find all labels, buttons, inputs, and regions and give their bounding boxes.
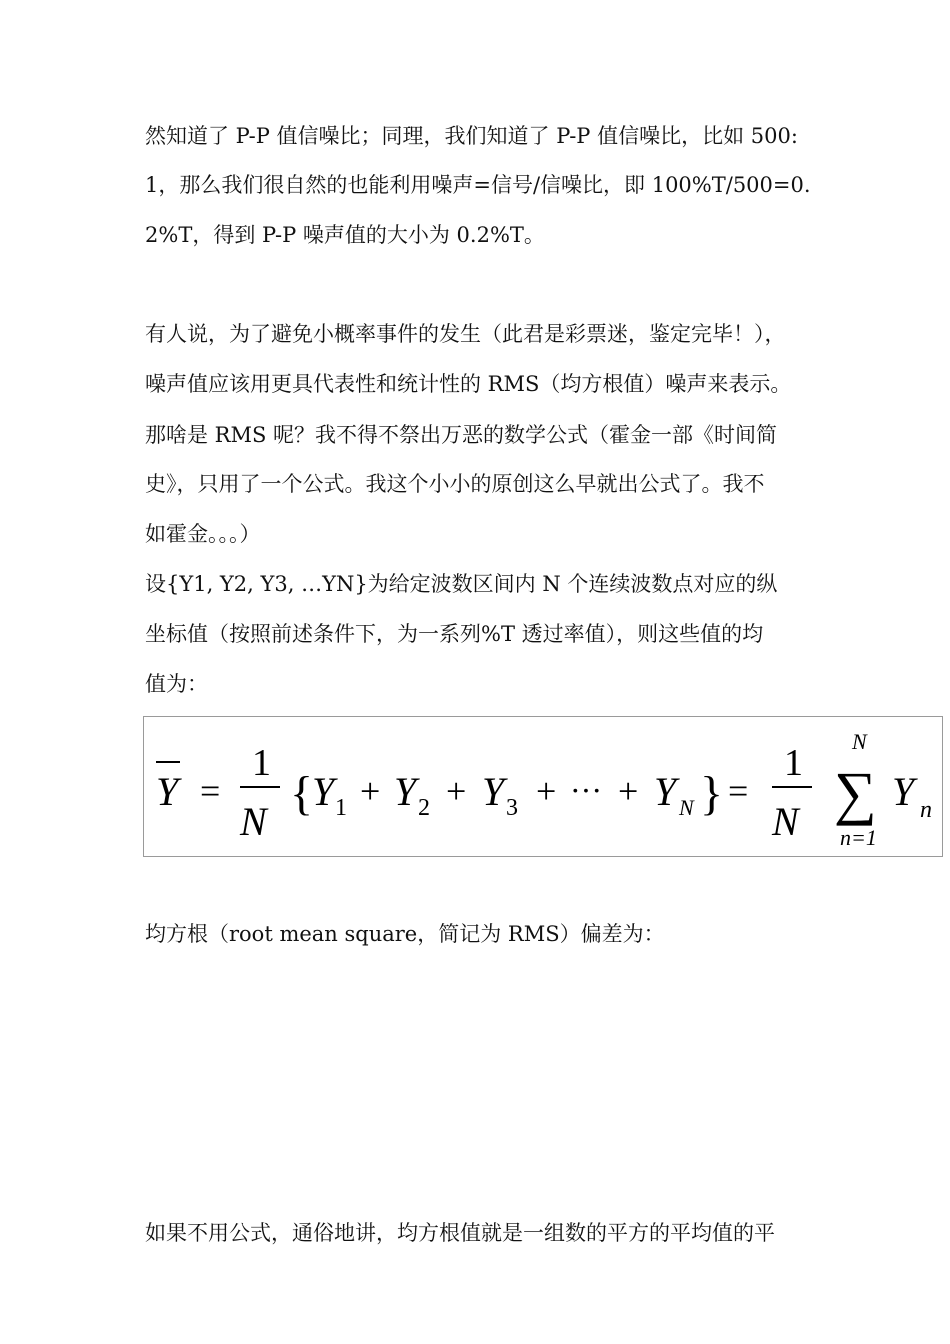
mean-formula-image bbox=[143, 716, 943, 857]
text-line: 然知道了 P-P 值信噪比；同理，我们知道了 P-P 值信噪比，比如 500: bbox=[145, 124, 798, 148]
text-line: 如霍金。。。） bbox=[145, 522, 261, 546]
formula-y1: Y bbox=[312, 769, 335, 814]
formula-sub-2: 2 bbox=[418, 795, 430, 821]
formula-plus: + bbox=[446, 771, 467, 811]
text-line: 如果不用公式，通俗地讲，均方根值就是一组数的平方的平均值的平 bbox=[145, 1221, 775, 1245]
formula-sub-n-cap: N bbox=[679, 795, 694, 820]
text-line: 那啥是 RMS 呢？我不得不祭出万恶的数学公式（霍金一部《时间简 bbox=[145, 423, 778, 447]
formula-equals: = bbox=[728, 771, 749, 811]
formula-ellipsis: ··· bbox=[570, 772, 602, 808]
formula-numerator: 1 bbox=[784, 742, 803, 784]
formula-equals: = bbox=[200, 771, 221, 811]
formula-sub-1: 1 bbox=[335, 795, 347, 821]
formula-yn: Y bbox=[654, 769, 677, 814]
formula-sum-lower: n=1 bbox=[840, 825, 877, 850]
formula-sub-n: n bbox=[920, 797, 932, 823]
formula-y2: Y bbox=[394, 769, 417, 814]
text-line: 设{Y1, Y2, Y3, …YN}为给定波数区间内 N 个连续波数点对应的纵 bbox=[145, 572, 778, 596]
formula-plus: + bbox=[536, 771, 557, 811]
text-line: 均方根（root mean square，简记为 RMS）偏差为： bbox=[145, 922, 665, 946]
formula-denominator: N bbox=[772, 799, 799, 844]
formula-left-brace: { bbox=[290, 767, 314, 820]
formula-lhs: Y bbox=[156, 769, 179, 814]
formula-right-brace: } bbox=[700, 767, 724, 820]
text-line: 史》，只用了一个公式。我这个小小的原创这么早就出公式了。我不 bbox=[145, 472, 765, 496]
formula-denominator: N bbox=[240, 799, 267, 844]
mean-formula bbox=[144, 717, 944, 858]
text-line: 2%T，得到 P-P 噪声值的大小为 0.2%T。 bbox=[145, 223, 545, 247]
formula-y3: Y bbox=[482, 769, 505, 814]
text-line: 值为： bbox=[145, 672, 208, 696]
sigma-icon: ∑ bbox=[834, 760, 877, 826]
text-line: 有人说，为了避免小概率事件的发生（此君是彩票迷，鉴定完毕！）， bbox=[145, 322, 786, 346]
text-line: 坐标值（按照前述条件下，为一系列%T 透过率值），则这些值的均 bbox=[145, 622, 764, 646]
formula-plus: + bbox=[360, 771, 381, 811]
formula-numerator: 1 bbox=[252, 742, 271, 784]
formula-sub-3: 3 bbox=[506, 795, 518, 821]
formula-yn-sum: Y bbox=[892, 769, 915, 814]
text-line: 噪声值应该用更具代表性和统计性的 RMS（均方根值）噪声来表示。 bbox=[145, 372, 792, 396]
formula-plus: + bbox=[618, 771, 639, 811]
formula-sum-upper: N bbox=[852, 729, 867, 754]
text-line: 1，那么我们很自然的也能利用噪声=信号/信噪比，即 100%T/500=0. bbox=[145, 173, 811, 197]
